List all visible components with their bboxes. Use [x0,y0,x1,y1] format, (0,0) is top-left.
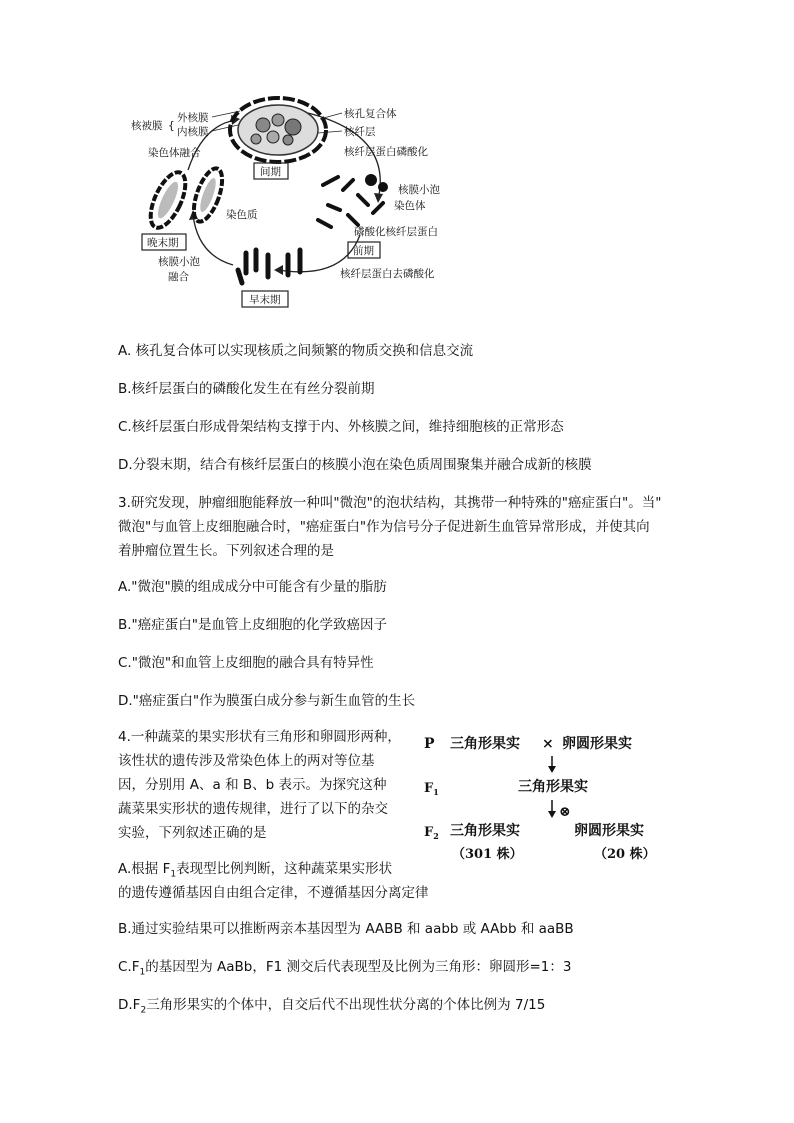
prophase-chromosomes [318,176,386,227]
cross-count-triangle: （301 株） [452,847,523,862]
label-lamin-phosphorylation: 核纤层蛋白磷酸化 [344,146,428,158]
q4-option-a-line-2: 的遗传遵循基因自由组合定律，不遵循基因分离定律 [118,885,429,901]
label-outer-membrane: 外核膜 [177,112,209,124]
cross-parent-1: 三角形果实 [450,736,520,752]
stage-prophase: 前期 [353,245,374,257]
cross-diagram [418,728,678,868]
cross-parent-2: 卵圆形果实 [562,736,632,752]
cross-f1-label: $F_1$ [424,781,439,797]
q4-stem-line-1: 4.一种蔬菜的果实形状有三角形和卵圆形两种， [118,729,401,745]
q4-option-a-line-1: A.根据 $F_1$表现型比例判断，这种蔬菜果实形状 [118,861,393,880]
stage-interphase: 间期 [260,166,281,178]
cross-f2-oval: 卵圆形果实 [574,823,644,839]
cross-p-label: P [424,736,435,752]
q4-stem-line-5: 实验，下列叙述正确的是 [118,825,267,841]
q4-option-c: $C.F_1$的基因型为 AaBb，F1 测交后代表现型及比例为三角形：卵圆形=1：3 [118,959,572,978]
q2-option-d: D.分裂末期，结合有核纤层蛋白的核膜小泡在染色质周围聚集并融合成新的核膜 [118,457,592,473]
label-pore-complex: 核孔复合体 [344,108,397,120]
label-chromosome: 染色体 [394,200,426,212]
q3-option-d: D."癌症蛋白"作为膜蛋白成分参与新生血管的生长 [118,693,416,709]
stage-late-telophase: 晚末期 [147,237,179,249]
cross-count-oval: （20 株） [594,847,656,862]
q4-stem-line-3: 因，分别用 A、a 和 B、b 表示。为探究这种 [118,777,387,793]
late-telophase-nuclei [144,165,228,233]
q3-option-b: B."癌症蛋白"是血管上皮细胞的化学致癌因子 [118,617,387,633]
cross-f2-label: $F_2$ [424,825,439,841]
nuclear-envelope-cycle-figure [128,95,450,320]
q3-option-a: A."微泡"膜的组成成分中可能含有少量的脂肪 [118,579,387,595]
label-lamina: 核纤层 [344,126,376,138]
q4-stem-line-2: 该性状的遗传涉及常染色体上的两对等位基 [118,753,375,769]
q3-stem-line-3: 着肿瘤位置生长。下列叙述合理的是 [118,543,334,559]
interphase-nucleus [230,98,326,162]
svg-text:{: { [168,120,175,132]
label-phosphorylated-lamin: 磷酸化核纤层蛋白 [354,226,438,238]
q4-option-b: B.通过实验结果可以推断两亲本基因型为 AABB 和 aabb 或 AAbb 和 aaBB [118,921,574,937]
stage-early-telophase: 早末期 [249,294,281,306]
q4-stem-line-4: 蔬菜果实形状的遗传规律，进行了以下的杂交 [118,801,388,817]
cross-self-symbol: ⊗ [559,804,571,820]
label-vesicle-fusion-1: 核膜小泡 [158,256,200,268]
label-vesicle: 核膜小泡 [398,184,440,196]
q3-option-c: C."微泡"和血管上皮细胞的融合具有特异性 [118,655,374,671]
cross-f2-triangle: 三角形果实 [450,823,520,839]
label-nuclear-envelope: 核被膜 [131,120,163,132]
early-telophase-chromosomes [238,250,300,283]
label-inner-membrane: 内核膜 [177,126,209,138]
q2-option-a: A. 核孔复合体可以实现核质之间频繁的物质交换和信息交流 [118,343,474,359]
q3-stem-line-2: 微泡"与血管上皮细胞融合时，"癌症蛋白"作为信号分子促进新生血管异常形成，并使其向 [118,519,650,535]
label-lamin-dephosphorylation: 核纤层蛋白去磷酸化 [340,268,435,280]
label-chromosome-fusion: 染色体融合 [148,147,201,159]
label-chromatin: 染色质 [226,209,258,221]
q2-option-c: C.核纤层蛋白形成骨架结构支撑于内、外核膜之间，维持细胞核的正常形态 [118,419,564,435]
q3-stem-line-1: 3.研究发现，肿瘤细胞能释放一种叫"微泡"的泡状结构，其携带一种特殊的"癌症蛋白"。当" [118,495,662,511]
cross-f1: 三角形果实 [518,779,588,795]
label-vesicle-fusion-2: 融合 [168,271,189,283]
q2-option-b: B.核纤层蛋白的磷酸化发生在有丝分裂前期 [118,381,375,397]
cross-times: × [542,736,554,752]
q4-option-d: $D.F_2$三角形果实的个体中，自交后代不出现性状分离的个体比例为 7/15 [118,997,546,1016]
